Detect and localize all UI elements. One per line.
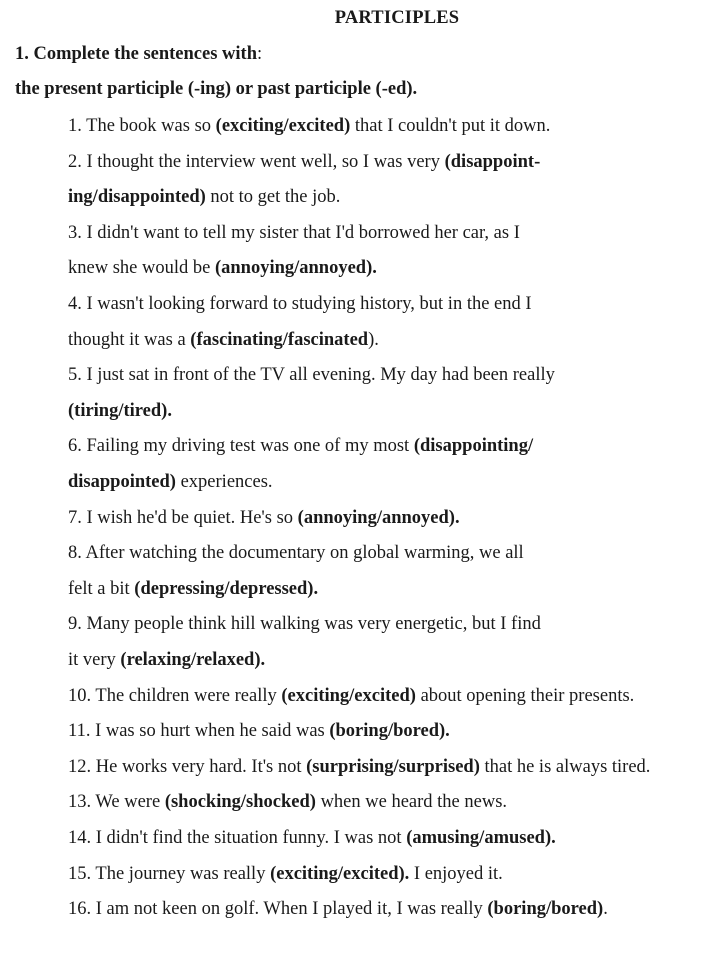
- sentence-text: 11. I was so hurt when he said was: [68, 721, 330, 741]
- sentence-text: 2. I thought the interview went well, so I was very: [68, 152, 445, 172]
- participle-choice: (disappointing/: [413, 436, 534, 456]
- page-title: PARTICIPLES: [334, 8, 460, 28]
- sentence-line: [68, 151, 540, 173]
- sentence-text: it very: [68, 650, 121, 670]
- participle-choice: disappointed): [68, 472, 176, 492]
- sentence-line: [68, 222, 520, 244]
- sentence-text-end: experiences.: [175, 472, 273, 492]
- participle-choice: (fascinating/fascinated: [190, 330, 369, 350]
- sentence-text-end: not to get the job.: [205, 187, 341, 207]
- sentence-line: [68, 400, 172, 422]
- sentence-text: knew she would be: [68, 258, 215, 278]
- sentence-text: 8. After watching the documentary on global warming, we all: [68, 543, 524, 563]
- sentence-line: [68, 115, 550, 137]
- participle-choice: (annoying/annoyed).: [214, 258, 377, 278]
- participle-choice: (disappoint-: [444, 152, 541, 172]
- participle-choice: (depressing/depressed).: [134, 579, 319, 599]
- sentence-text-end: I enjoyed it.: [409, 864, 503, 884]
- sentence-text: 13. We were: [68, 792, 165, 812]
- sentence-line: [68, 649, 265, 671]
- sentence-text: 16. I am not keen on golf. When I played it, I was really: [68, 899, 488, 919]
- sentence-line: [68, 685, 634, 707]
- sentence-text: 14. I didn't find the situation funny. I was not: [68, 828, 407, 848]
- sentence-line: [68, 791, 507, 813]
- sentence-line: [68, 329, 379, 351]
- exercise-heading: [15, 44, 262, 65]
- participle-choice: (surprising/surprised): [306, 757, 480, 777]
- sentence-text: 9. Many people think hill walking was very energetic, but I find: [68, 614, 541, 634]
- sentence-line: [68, 863, 503, 885]
- sentence-line: [68, 364, 555, 386]
- sentence-text-end: that I couldn't put it down.: [350, 116, 551, 136]
- sentence-line: [68, 613, 541, 635]
- sentence-line: [68, 435, 533, 457]
- sentence-line: [68, 293, 532, 315]
- sentence-text: 3. I didn't want to tell my sister that I'd borrowed her car, as I: [68, 223, 520, 243]
- sentence-line: [68, 542, 524, 564]
- exercise-heading-text: 1. Complete the sentences with: [15, 44, 257, 64]
- participle-choice: (tiring/tired).: [68, 401, 172, 421]
- sentence-text: 15. The journey was really: [68, 864, 271, 884]
- participle-choice: ing/disappointed): [68, 187, 206, 207]
- sentence-line: [68, 507, 460, 529]
- sentence-line: [68, 257, 377, 279]
- participle-choice: (relaxing/relaxed).: [120, 650, 266, 670]
- sentence-text: 12. He works very hard. It's not: [68, 757, 307, 777]
- sentence-line: [68, 756, 650, 778]
- participle-choice: (boring/bored).: [329, 721, 450, 741]
- sentence-line: [68, 186, 340, 208]
- sentence-text-end: about opening their presents.: [415, 686, 635, 706]
- participle-choice: (boring/bored): [487, 899, 604, 919]
- participle-choice: (shocking/shocked): [164, 792, 316, 812]
- sentence-text: 6. Failing my driving test was one of my most: [68, 436, 414, 456]
- sentence-text: 10. The children were really: [68, 686, 282, 706]
- participle-choice: (exciting/excited): [215, 116, 351, 136]
- participle-choice: (amusing/amused).: [406, 828, 556, 848]
- sentence-text-end: that he is always tired.: [479, 757, 651, 777]
- sentence-line: [68, 720, 450, 742]
- sentence-text: felt a bit: [68, 579, 135, 599]
- sentence-text: 1. The book was so: [68, 116, 216, 136]
- sentence-text-end: ).: [368, 330, 379, 350]
- sentence-text-end: .: [603, 899, 608, 919]
- sentence-text-end: when we heard the news.: [315, 792, 508, 812]
- sentence-text: thought it was a: [68, 330, 191, 350]
- sentence-text: 7. I wish he'd be quiet. He's so: [68, 508, 298, 528]
- participle-choice: (annoying/annoyed).: [297, 508, 460, 528]
- sentence-line: [68, 578, 318, 600]
- sentence-line: [68, 898, 608, 920]
- participle-choice: (exciting/excited).: [270, 864, 410, 884]
- sentence-text: 5. I just sat in front of the TV all evening. My day had been really: [68, 365, 555, 385]
- exercise-heading-colon: :: [257, 44, 263, 64]
- sentence-line: [68, 827, 556, 849]
- exercise-instruction: the present participle (-ing) or past participle (-ed).: [15, 79, 418, 99]
- sentence-line: [68, 471, 273, 493]
- participle-choice: (exciting/excited): [281, 686, 416, 706]
- sentence-text: 4. I wasn't looking forward to studying history, but in the end I: [68, 294, 532, 314]
